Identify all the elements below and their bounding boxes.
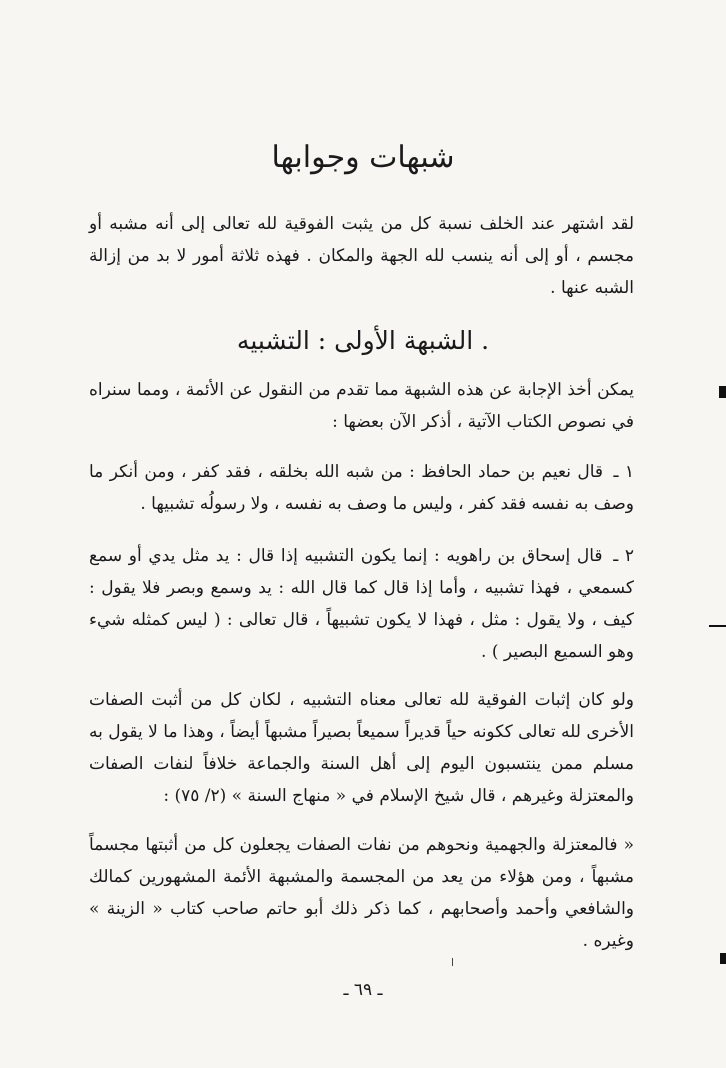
- item-text: قال إسحاق بن راهويه : إنما يكون التشبيه إذا قال : يد مثل يدي أو سمع كسمعي ، فهذا تشبيه ، وأما إذا قال كما قال الله : يد وسمع وبصر فلا يقول : كيف ، ولا يقول : مثل ، فهذا لا يكون تشبيهاً ، قال تعالى : ( ليس كمثله شيء وهو السميع البصير ) .: [89, 546, 634, 662]
- item-number: ٢ ـ: [613, 546, 634, 566]
- intro-paragraph: لقد اشتهر عند الخلف نسبة كل من يثبت الفوقية لله تعالى إلى أنه مشبه أو مجسم ، أو إلى أنه ينسب لله الجهة والمكان . فهذه ثلاثة أمور لا بد من إزالة الشبه عنها .: [89, 214, 634, 298]
- page-title: شبهات وجوابها: [271, 140, 455, 175]
- edge-mark: [719, 386, 726, 398]
- item-text: قال نعيم بن حماد الحافظ : من شبه الله بخلقه ، فقد كفر ، ومن أنكر ما وصف به نفسه فقد كفر ، وليس ما وصف به نفسه ، ولا رسولُه تشبيها .: [89, 462, 634, 514]
- answer-paragraph: يمكن أخذ الإجابة عن هذه الشبهة مما تقدم من النقول عن الأئمة ، ومما سنراه في نصوص الكتاب الآتية ، أذكر الآن بعضها :: [89, 380, 634, 432]
- section-heading: الشبهة الأولى : التشبيه .: [236, 326, 490, 355]
- item-number: ١ ـ: [613, 462, 634, 482]
- edge-mark: [709, 625, 726, 627]
- body-paragraph: ولو كان إثبات الفوقية لله تعالى معناه التشبيه ، لكان كل من أثبت الصفات الأخرى لله تعالى ككونه حياً قديراً سميعاً بصيراً مشبهاً أيضاً ، وهذا ما لا يقول به مسلم ممن ينتسبون اليوم إلى أهل السنة والجماعة خلافاً لنفات الصفات والمعتزلة وغيرهم ، قال شيخ الإسلام في « منهاج السنة » (٢/ ٧٥) :: [89, 690, 634, 806]
- quote-item-1: [89, 456, 634, 520]
- tick-mark: [452, 958, 453, 966]
- edge-mark: [720, 953, 726, 964]
- quote-item-2: [89, 540, 634, 668]
- quotation-paragraph: « فالمعتزلة والجهمية ونحوهم من نفات الصفات يجعلون كل من أثبتها مجسماً مشبهاً ، ومن هؤلاء من يعد من المجسمة والمشبهة الأئمة المشهورين كمالك والشافعي وأحمد وأصحابهم ، كما ذكر ذلك أبو حاتم صاحب كتاب « الزينة » وغيره .: [89, 835, 634, 951]
- page-number: ـ ٦٩ ـ: [343, 980, 383, 1000]
